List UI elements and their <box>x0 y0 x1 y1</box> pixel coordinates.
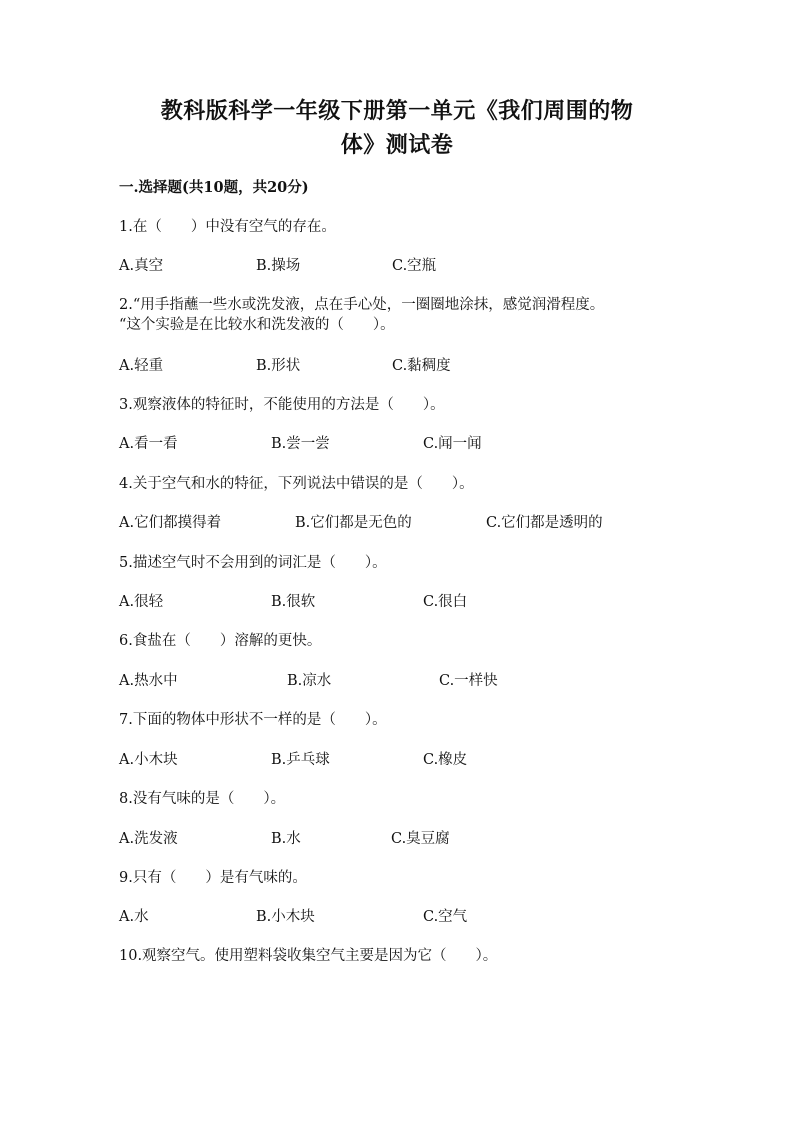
question-9 <box>119 868 307 888</box>
question-3-option-a[interactable]: A.看一看 <box>119 436 178 452</box>
question-4 <box>119 474 474 494</box>
question-3-option-b[interactable]: B.尝一尝 <box>271 436 330 452</box>
page-title-line-2: 体》测试卷 <box>340 132 454 158</box>
question-7-text: 7.下面的物体中形状不一样的是（ ）。 <box>119 712 387 728</box>
question-9-option-a[interactable]: A.水 <box>119 909 149 925</box>
question-5-option-a[interactable]: A.很轻 <box>119 594 164 610</box>
question-8-option-a[interactable]: A.洗发液 <box>119 831 178 847</box>
question-5-option-b[interactable]: B.很软 <box>271 594 316 610</box>
question-10-text: 10.观察空气。使用塑料袋收集空气主要是因为它（ ）。 <box>119 948 498 964</box>
question-2-text-line-2: “这个实验是在比较水和洗发液的（ ）。 <box>119 317 395 333</box>
question-7 <box>119 710 387 730</box>
question-6-option-b[interactable]: B.凉水 <box>287 673 332 689</box>
question-2-option-b[interactable]: B.形状 <box>256 358 301 374</box>
question-6-text: 6.食盐在（ ）溶解的更快。 <box>119 633 322 649</box>
question-4-option-b[interactable]: B.它们都是无色的 <box>295 515 412 531</box>
question-6-option-a[interactable]: A.热水中 <box>119 673 178 689</box>
page-title-line-1: 教科版科学一年级下册第一单元《我们周围的物 <box>160 98 634 124</box>
question-6-option-c[interactable]: C.一样快 <box>439 673 498 689</box>
question-5 <box>119 553 387 573</box>
question-2 <box>119 295 604 335</box>
question-3 <box>119 395 445 415</box>
question-9-option-c[interactable]: C.空气 <box>423 909 468 925</box>
question-1-option-b[interactable]: B.操场 <box>256 258 301 274</box>
question-7-option-b[interactable]: B.乒乓球 <box>271 752 330 768</box>
question-6 <box>119 631 321 651</box>
question-8-option-c[interactable]: C.臭豆腐 <box>391 831 450 847</box>
section-header: 一.选择题(共10题，共20分) <box>119 179 309 196</box>
question-5-option-c[interactable]: C.很白 <box>423 594 468 610</box>
question-2-option-a[interactable]: A.轻重 <box>119 358 164 374</box>
question-2-text-line-1: 2.“用手指蘸一些水或洗发液，点在手心处，一圈圈地涂抹，感觉润滑程度。 <box>119 297 605 313</box>
question-1-text: 1.在（ ）中没有空气的存在。 <box>119 219 336 235</box>
question-2-option-c[interactable]: C.黏稠度 <box>392 358 451 374</box>
question-4-option-c[interactable]: C.它们都是透明的 <box>486 515 603 531</box>
question-9-text: 9.只有（ ）是有气味的。 <box>119 870 307 886</box>
page-title <box>110 94 684 162</box>
question-1-option-a[interactable]: A.真空 <box>119 258 164 274</box>
question-8 <box>119 789 285 809</box>
question-8-text: 8.没有气味的是（ ）。 <box>119 791 286 807</box>
question-5-text: 5.描述空气时不会用到的词汇是（ ）。 <box>119 555 387 571</box>
question-9-option-b[interactable]: B.小木块 <box>256 909 315 925</box>
question-7-option-a[interactable]: A.小木块 <box>119 752 178 768</box>
question-10 <box>119 946 497 966</box>
question-4-option-a[interactable]: A.它们都摸得着 <box>119 515 222 531</box>
question-1 <box>119 217 336 237</box>
question-3-text: 3.观察液体的特征时，不能使用的方法是（ ）。 <box>119 397 445 413</box>
question-8-option-b[interactable]: B.水 <box>271 831 301 847</box>
question-3-option-c[interactable]: C.闻一闻 <box>423 436 482 452</box>
question-4-text: 4.关于空气和水的特征，下列说法中错误的是（ ）。 <box>119 476 474 492</box>
question-7-option-c[interactable]: C.橡皮 <box>423 752 468 768</box>
question-1-option-c[interactable]: C.空瓶 <box>392 258 437 274</box>
